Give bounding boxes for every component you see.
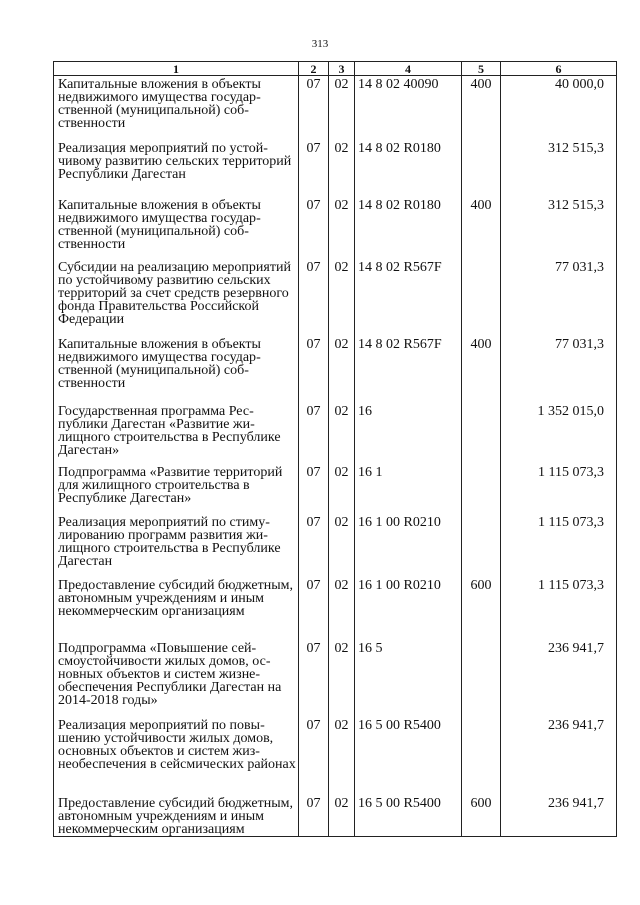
cell-section: 07	[299, 197, 329, 259]
cell-section: 07	[299, 577, 329, 640]
cell-description: Реализация мероприятий по повышению устойчивости жилых домов, основных объектов и систем жизнеобеспечения в сейсмических районах	[54, 717, 299, 795]
header-col-2: 2	[299, 62, 329, 76]
cell-target-code: 16 1 00 R0210	[355, 514, 462, 577]
cell-subsection: 02	[329, 76, 355, 140]
cell-subsection: 02	[329, 514, 355, 577]
cell-description: Подпрограмма «Повышение сейсмоустойчивости жилых домов, основных объектов и систем жизнеобеспечения Республики Дагестан на 2014-2018 годы»	[54, 640, 299, 717]
header-col-4: 4	[355, 62, 462, 76]
table-row	[54, 795, 617, 837]
cell-expense-type: 600	[462, 795, 501, 837]
cell-subsection: 02	[329, 577, 355, 640]
cell-subsection: 02	[329, 336, 355, 403]
cell-amount: 77 031,3	[501, 336, 617, 403]
cell-expense-type: 600	[462, 577, 501, 640]
header-col-6: 6	[501, 62, 617, 76]
cell-expense-type	[462, 514, 501, 577]
cell-description: Капитальные вложения в объекты недвижимого имущества государственной (муниципальной) собственности	[54, 76, 299, 140]
table-row	[54, 140, 617, 197]
cell-amount: 1 115 073,3	[501, 514, 617, 577]
cell-target-code: 14 8 02 R0180	[355, 140, 462, 197]
cell-expense-type	[462, 259, 501, 336]
cell-expense-type	[462, 717, 501, 795]
cell-section: 07	[299, 259, 329, 336]
cell-expense-type	[462, 403, 501, 464]
cell-amount: 236 941,7	[501, 640, 617, 717]
cell-description: Реализация мероприятий по стимулированию программ развития жилищного строительства в Республике Дагестан	[54, 514, 299, 577]
cell-subsection: 02	[329, 403, 355, 464]
cell-target-code: 16 5 00 R5400	[355, 717, 462, 795]
table-row	[54, 336, 617, 403]
cell-subsection: 02	[329, 795, 355, 837]
header-col-5: 5	[462, 62, 501, 76]
cell-amount: 40 000,0	[501, 76, 617, 140]
cell-expense-type: 400	[462, 76, 501, 140]
cell-subsection: 02	[329, 197, 355, 259]
cell-description: Капитальные вложения в объекты недвижимого имущества государственной (муниципальной) собственности	[54, 197, 299, 259]
cell-amount: 77 031,3	[501, 259, 617, 336]
cell-amount: 1 352 015,0	[501, 403, 617, 464]
cell-subsection: 02	[329, 717, 355, 795]
cell-amount: 312 515,3	[501, 197, 617, 259]
table-row	[54, 464, 617, 514]
cell-description: Субсидии на реализацию мероприятий по устойчивому развитию сельских территорий за счет средств резервного фонда Правительства Российской Федерации	[54, 259, 299, 336]
cell-expense-type	[462, 464, 501, 514]
table-row	[54, 259, 617, 336]
cell-description: Подпрограмма «Развитие территорий для жилищного строительства в Республике Дагестан»	[54, 464, 299, 514]
cell-target-code: 14 8 02 40090	[355, 76, 462, 140]
table-row	[54, 717, 617, 795]
cell-subsection: 02	[329, 259, 355, 336]
cell-target-code: 16 5	[355, 640, 462, 717]
cell-target-code: 16 1	[355, 464, 462, 514]
table-row	[54, 514, 617, 577]
table-row	[54, 197, 617, 259]
cell-subsection: 02	[329, 640, 355, 717]
cell-description: Предоставление субсидий бюджетным, автономным учреждениям и иным некоммерческим организациям	[54, 577, 299, 640]
header-col-1: 1	[54, 62, 299, 76]
cell-section: 07	[299, 140, 329, 197]
cell-expense-type: 400	[462, 197, 501, 259]
cell-amount: 236 941,7	[501, 717, 617, 795]
table-row	[54, 577, 617, 640]
cell-section: 07	[299, 795, 329, 837]
budget-table	[53, 61, 617, 837]
cell-amount: 1 115 073,3	[501, 464, 617, 514]
header-col-3: 3	[329, 62, 355, 76]
cell-description: Государственная программа Республики Дагестан «Развитие жилищного строительства в Республике Дагестан»	[54, 403, 299, 464]
cell-target-code: 16 5 00 R5400	[355, 795, 462, 837]
cell-description: Предоставление субсидий бюджетным, автономным учреждениям и иным некоммерческим организациям	[54, 795, 299, 837]
cell-target-code: 14 8 02 R567F	[355, 259, 462, 336]
cell-subsection: 02	[329, 140, 355, 197]
cell-section: 07	[299, 640, 329, 717]
cell-target-code: 16 1 00 R0210	[355, 577, 462, 640]
cell-section: 07	[299, 403, 329, 464]
cell-section: 07	[299, 76, 329, 140]
cell-target-code: 14 8 02 R567F	[355, 336, 462, 403]
cell-section: 07	[299, 464, 329, 514]
cell-description: Капитальные вложения в объекты недвижимого имущества государственной (муниципальной) собственности	[54, 336, 299, 403]
table-row	[54, 640, 617, 717]
table-header-row	[54, 62, 617, 76]
cell-amount: 236 941,7	[501, 795, 617, 837]
cell-amount: 1 115 073,3	[501, 577, 617, 640]
table-row	[54, 403, 617, 464]
page-number: 313	[311, 38, 329, 50]
cell-section: 07	[299, 336, 329, 403]
cell-expense-type: 400	[462, 336, 501, 403]
cell-amount: 312 515,3	[501, 140, 617, 197]
cell-target-code: 14 8 02 R0180	[355, 197, 462, 259]
table-row	[54, 76, 617, 140]
cell-expense-type	[462, 140, 501, 197]
cell-expense-type	[462, 640, 501, 717]
cell-subsection: 02	[329, 464, 355, 514]
cell-description: Реализация мероприятий по устойчивому развитию сельских территорий Республики Дагестан	[54, 140, 299, 197]
cell-section: 07	[299, 514, 329, 577]
cell-section: 07	[299, 717, 329, 795]
cell-target-code: 16	[355, 403, 462, 464]
